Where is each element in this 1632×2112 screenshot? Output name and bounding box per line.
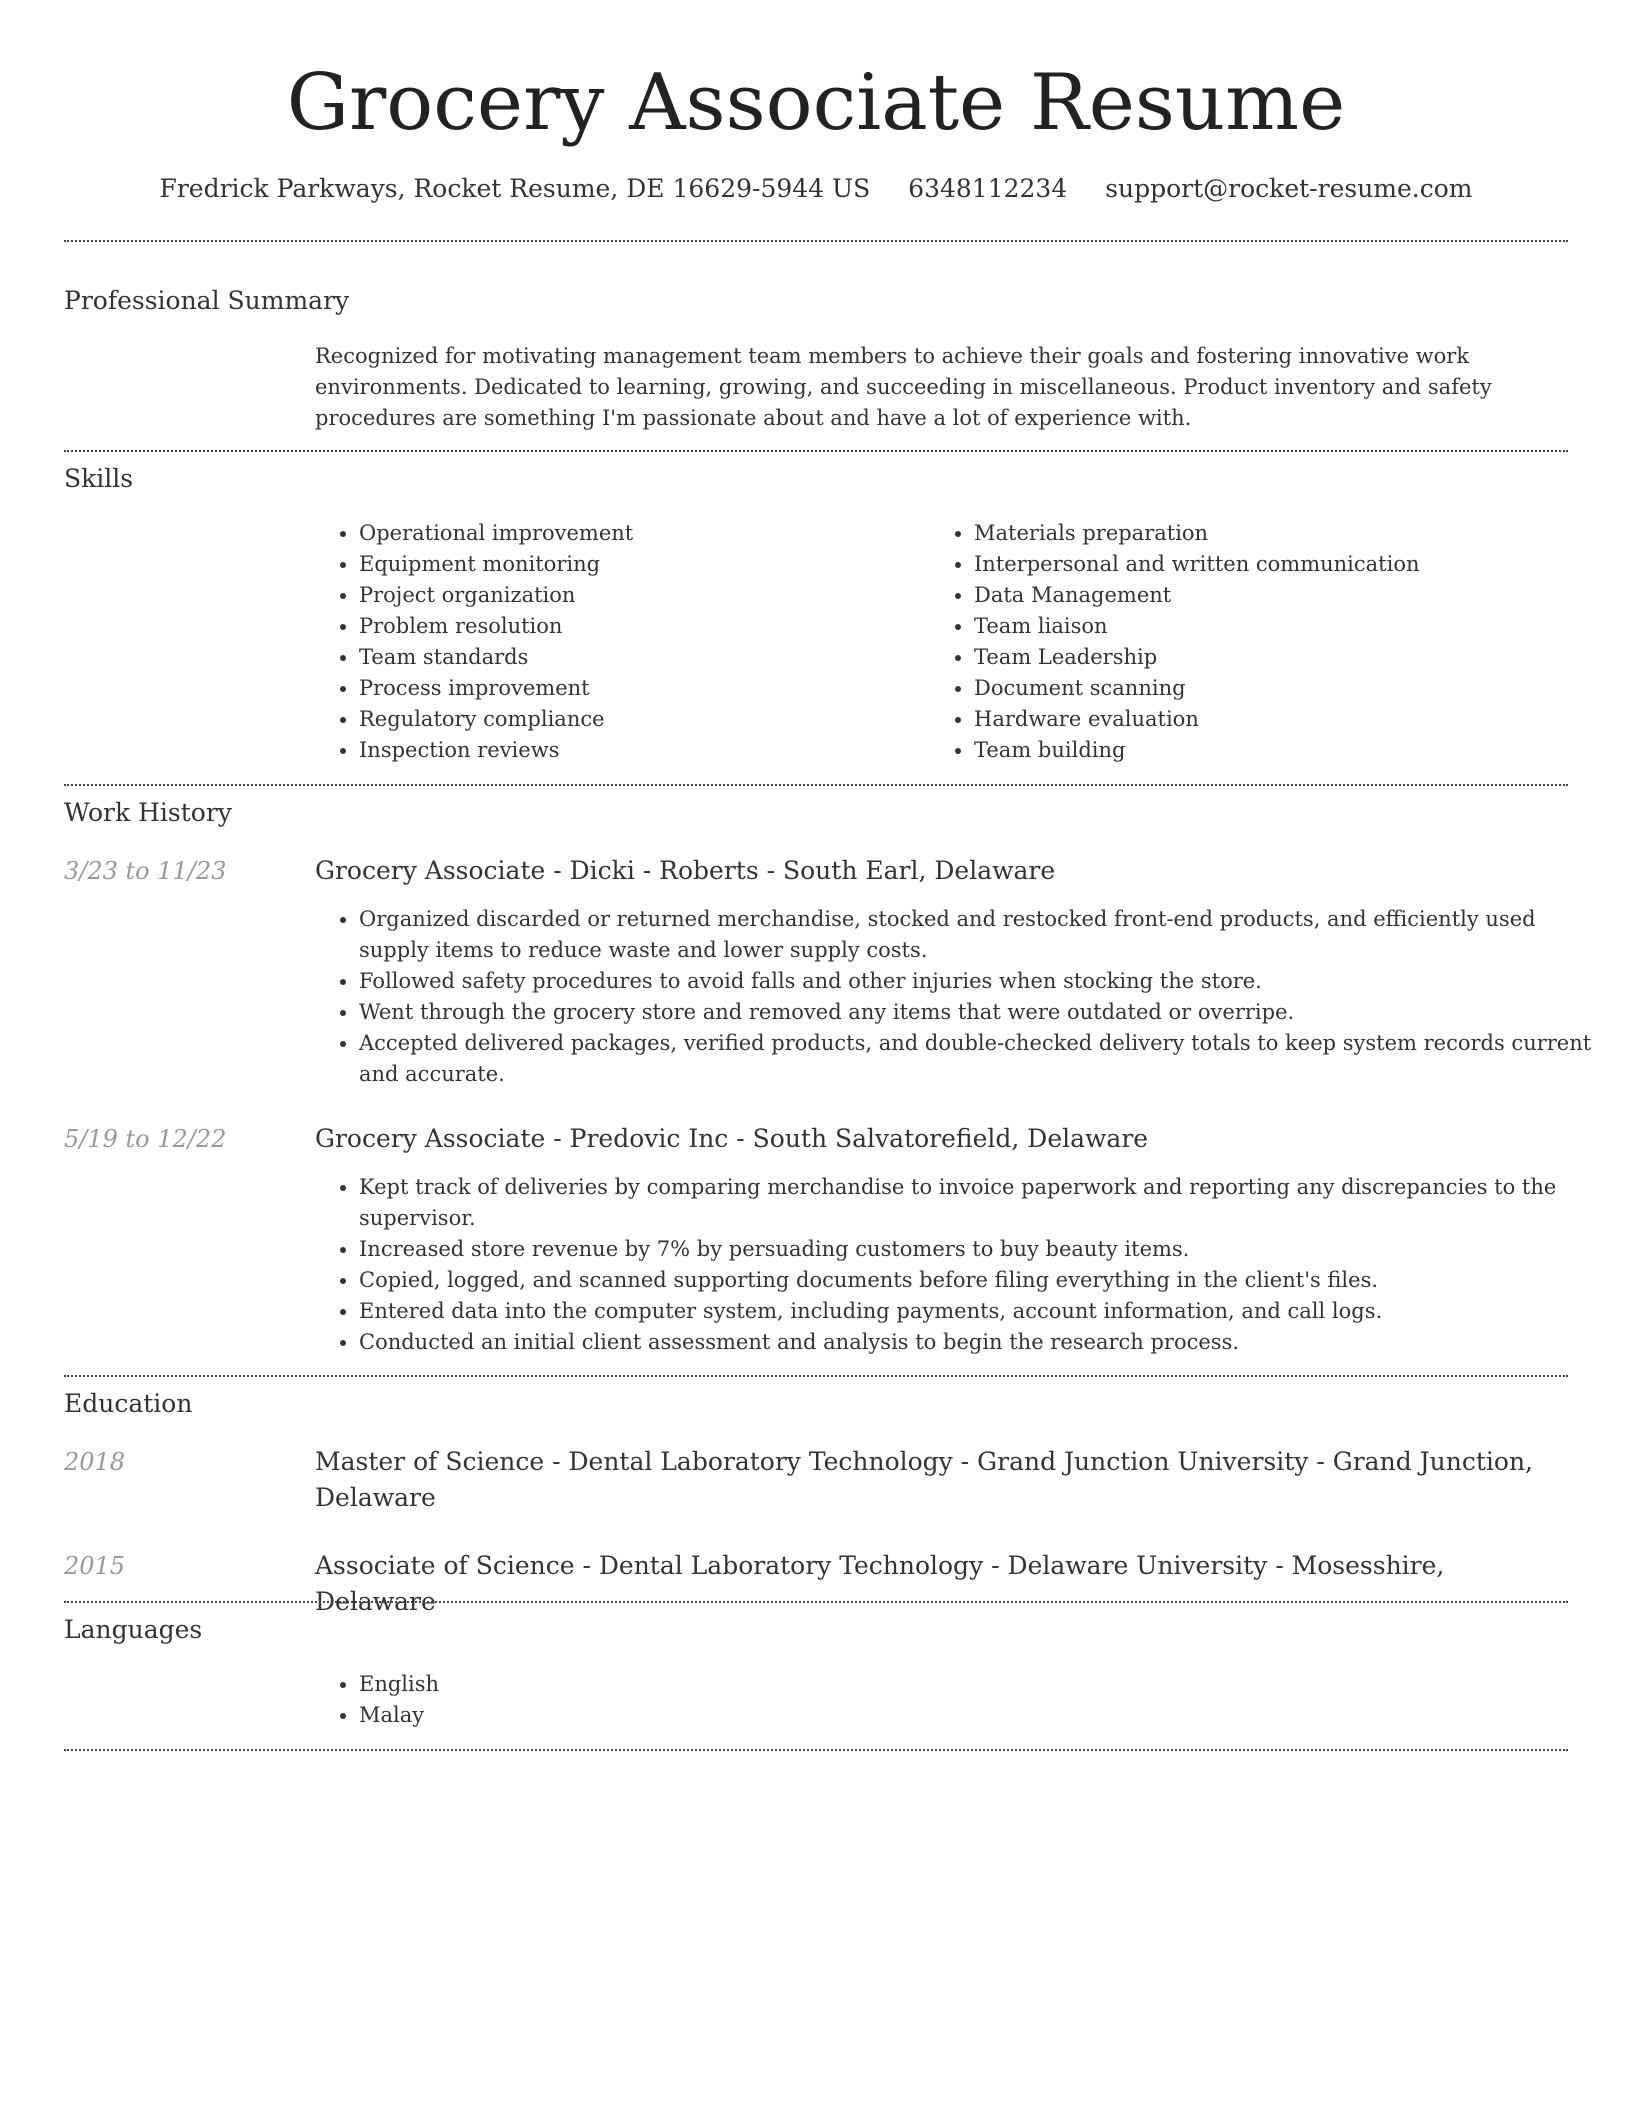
- job-bullet: • Accepted delivered packages, verified products, and double-checked delivery totals to keep system records current and accurate.: [359, 1028, 1612, 1090]
- contact-line: [0, 170, 1632, 208]
- skill-item: • Team Leadership: [974, 642, 1612, 673]
- section-heading-skills: Skills: [64, 464, 134, 493]
- job-bullets: [315, 904, 1612, 1090]
- divider: [64, 1749, 1568, 1751]
- divider: [64, 240, 1568, 242]
- job-bullet: • Entered data into the computer system, including payments, account information, and call logs.: [359, 1296, 1612, 1327]
- skill-item: • Operational improvement: [359, 518, 919, 549]
- contact-address: Fredrick Parkways, Rocket Resume, DE 16629-5944 US: [159, 174, 871, 203]
- skill-item: • Team building: [974, 735, 1612, 766]
- skill-item: • Team standards: [359, 642, 919, 673]
- education-entry: Master of Science - Dental Laboratory Technology - Grand Junction University - Grand Junction, Delaware: [315, 1447, 1534, 1512]
- job-bullet: • Went through the grocery store and removed any items that were outdated or overripe.: [359, 997, 1612, 1028]
- education-year: 2015: [64, 1552, 126, 1580]
- section-heading-summary: Professional Summary: [64, 286, 350, 315]
- resume-title: Grocery Associate Resume: [286, 58, 1346, 148]
- job-title: Grocery Associate - Predovic Inc - South Salvatorefield, Delaware: [315, 1124, 1149, 1153]
- divider: [64, 784, 1568, 786]
- job-dates: 5/19 to 12/22: [64, 1125, 227, 1153]
- summary-text: Recognized for motivating management team members to achieve their goals and fostering innovative work environments. Dedicated to learning, growing, and succeeding in miscellaneous. Product inventory and safety procedures are something I'm passionate about and have a lot of experience with.: [315, 344, 1492, 430]
- skill-item: • Regulatory compliance: [359, 704, 919, 735]
- languages-list: [315, 1669, 959, 1731]
- job-title: Grocery Associate - Dicki - Roberts - South Earl, Delaware: [315, 856, 1056, 885]
- job-bullet: • Conducted an initial client assessment and analysis to begin the research process.: [359, 1327, 1612, 1358]
- divider: [64, 450, 1568, 452]
- skill-item: • Data Management: [974, 580, 1612, 611]
- job-bullet: • Increased store revenue by 7% by persuading customers to buy beauty items.: [359, 1234, 1612, 1265]
- skill-item: • Document scanning: [974, 673, 1612, 704]
- section-heading-work-history: Work History: [64, 798, 232, 827]
- job-bullet: • Organized discarded or returned merchandise, stocked and restocked front-end products, and efficiently used supply items to reduce waste and lower supply costs.: [359, 904, 1612, 966]
- job-bullet: • Copied, logged, and scanned supporting documents before filing everything in the client's files.: [359, 1265, 1612, 1296]
- section-heading-education: Education: [64, 1389, 193, 1418]
- education-entry: Associate of Science - Dental Laboratory Technology - Delaware University - Mosesshire, Delaware: [315, 1551, 1445, 1616]
- divider: [64, 1375, 1568, 1377]
- skills-list-left: [315, 518, 919, 766]
- section-heading-languages: Languages: [64, 1615, 203, 1644]
- skill-item: • Hardware evaluation: [974, 704, 1612, 735]
- job-bullet: • Followed safety procedures to avoid falls and other injuries when stocking the store.: [359, 966, 1612, 997]
- job-bullet: • Kept track of deliveries by comparing merchandise to invoice paperwork and reporting any discrepancies to the supervisor.: [359, 1172, 1612, 1234]
- contact-phone: 6348112234: [908, 174, 1068, 203]
- education-year: 2018: [64, 1448, 126, 1476]
- contact-email: support@rocket-resume.com: [1105, 174, 1473, 203]
- skills-list-right: [930, 518, 1612, 766]
- skill-item: • Project organization: [359, 580, 919, 611]
- language-item: • English: [359, 1669, 959, 1700]
- language-item: • Malay: [359, 1700, 959, 1731]
- skill-item: • Team liaison: [974, 611, 1612, 642]
- job-dates: 3/23 to 11/23: [64, 857, 227, 885]
- skill-item: • Inspection reviews: [359, 735, 919, 766]
- skill-item: • Materials preparation: [974, 518, 1612, 549]
- job-bullets: [315, 1172, 1612, 1358]
- skill-item: • Process improvement: [359, 673, 919, 704]
- skill-item: • Problem resolution: [359, 611, 919, 642]
- skill-item: • Interpersonal and written communication: [974, 549, 1612, 580]
- skill-item: • Equipment monitoring: [359, 549, 919, 580]
- divider: [64, 1601, 1568, 1603]
